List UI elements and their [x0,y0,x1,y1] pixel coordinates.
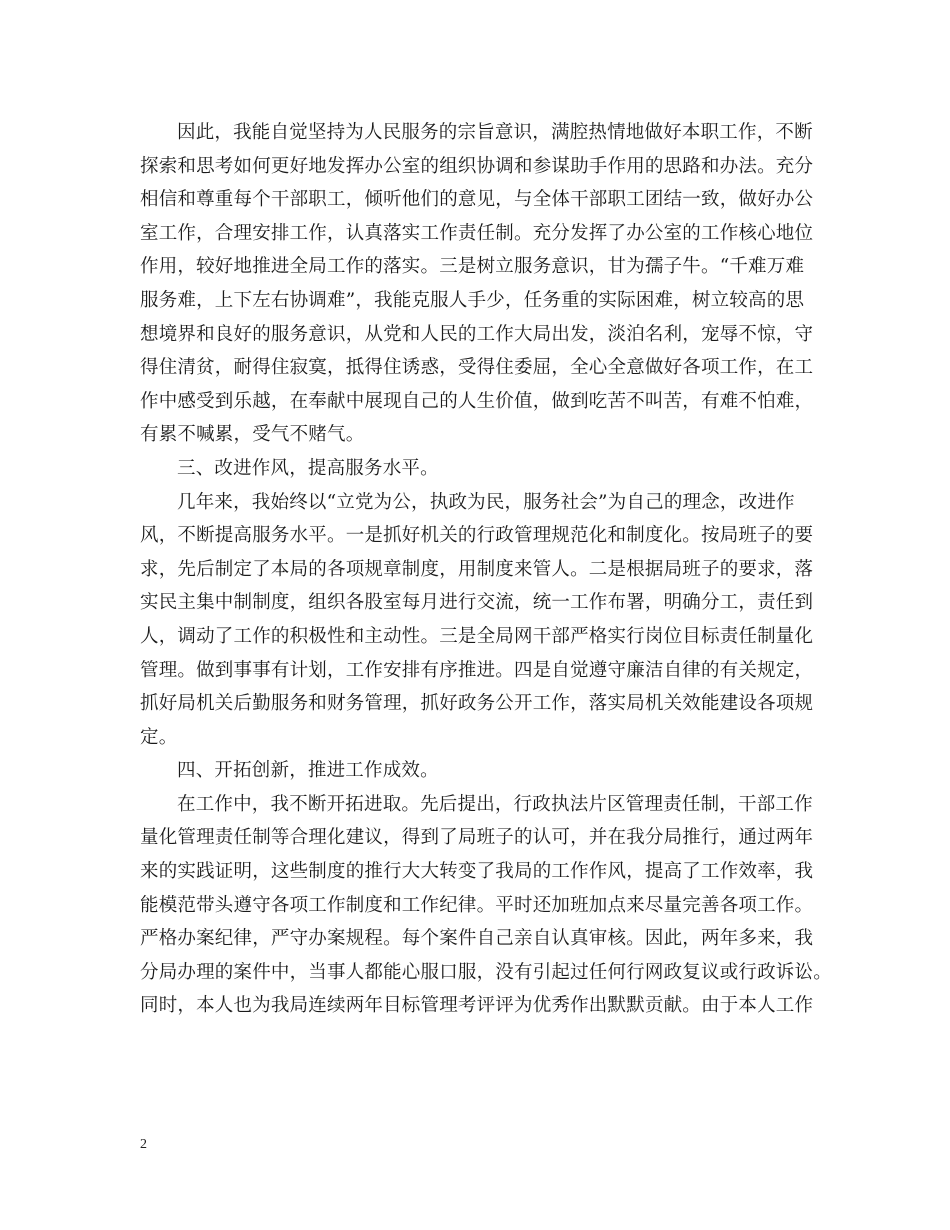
text-line: 量化管理责任制等合理化建议，得到了局班子的认可，并在我分局推行，通过两年 [140,827,814,849]
text-line: 几年来，我始终以“立党为公，执政为民，服务社会”为自己的理念，改进作 [177,491,795,513]
text-line: 在工作中，我不断开拓进取。先后提出，行政执法片区管理责任制，干部工作 [177,793,813,815]
text-line: 管理。做到事事有计划，工作安排有序推进。四是自觉遵守廉洁自律的有关规定， [140,659,814,681]
text-line: 作中感受到乐越，在奉献中展现自己的人生价值，做到吃苦不叫苦，有难不怕难， [140,390,814,412]
text-line: 室工作，合理安排工作，认真落实工作责任制。充分发挥了办公室的工作核心地位 [140,222,814,244]
document-body [140,116,840,1023]
text-line: 相信和尊重每个干部职工，倾听他们的意见，与全体干部职工团结一致，做好办公 [140,189,814,211]
text-line: 四、开拓创新，推进工作成效。 [177,760,439,782]
text-line: 服务难，上下左右协调难”，我能克服人手少，任务重的实际困难，树立较高的思 [140,289,805,311]
text-line: 定。 [140,726,178,748]
text-line: 三、改进作风，提高服务水平。 [177,457,439,479]
text-line: 因此，我能自觉坚持为人民服务的宗旨意识，满腔热情地做好本职工作，不断 [177,122,813,143]
page-number: 2 [140,1137,147,1152]
text-line: 得住清贫，耐得住寂寞，抵得住诱惑，受得住委屈，全心全意做好各项工作，在工 [140,357,814,379]
text-line: 抓好局机关后勤服务和财务管理，抓好政务公开工作，落实局机关效能建设各项规 [140,693,814,715]
text-line: 作用，较好地推进全局工作的落实。三是树立服务意识，甘为孺子牛。“千难万难 [140,256,805,278]
text-line: 有累不喊累，受气不赌气。 [140,424,365,446]
text-line: 同时，本人也为我局连续两年目标管理考评评为优秀作出默默贡献。由于本人工作 [140,995,814,1017]
text-line: 实民主集中制制度，组织各股室每月进行交流，统一工作布署，明确分工，责任到 [140,592,814,614]
text-line: 想境界和良好的服务意识，从党和人民的工作大局出发，淡泊名利，宠辱不惊，守 [140,323,814,345]
text-line: 探索和思考如何更好地发挥办公室的组织协调和参谋助手作用的思路和办法。充分 [140,155,814,177]
text-line: 人，调动了工作的积极性和主动性。三是全局网干部严格实行岗位目标责任制量化 [140,625,814,647]
text-line: 严格办案纪律，严守办案规程。每个案件自己亲自认真审核。因此，两年多来，我 [140,928,814,950]
text-line: 来的实践证明，这些制度的推行大大转变了我局的工作作风，提高了工作效率，我 [140,861,814,883]
text-line: 能模范带头遵守各项工作制度和工作纪律。平时还加班加点来尽量完善各项工作。 [140,894,814,916]
text-line: 风，不断提高服务水平。一是抓好机关的行政管理规范化和制度化。按局班子的要 [140,525,814,547]
text-line: 求，先后制定了本局的各项规章制度，用制度来管人。二是根据局班子的要求，落 [140,558,814,580]
text-line: 分局办理的案件中，当事人都能心服口服，没有引起过任何行网政复议或行政诉讼。 [140,961,832,983]
